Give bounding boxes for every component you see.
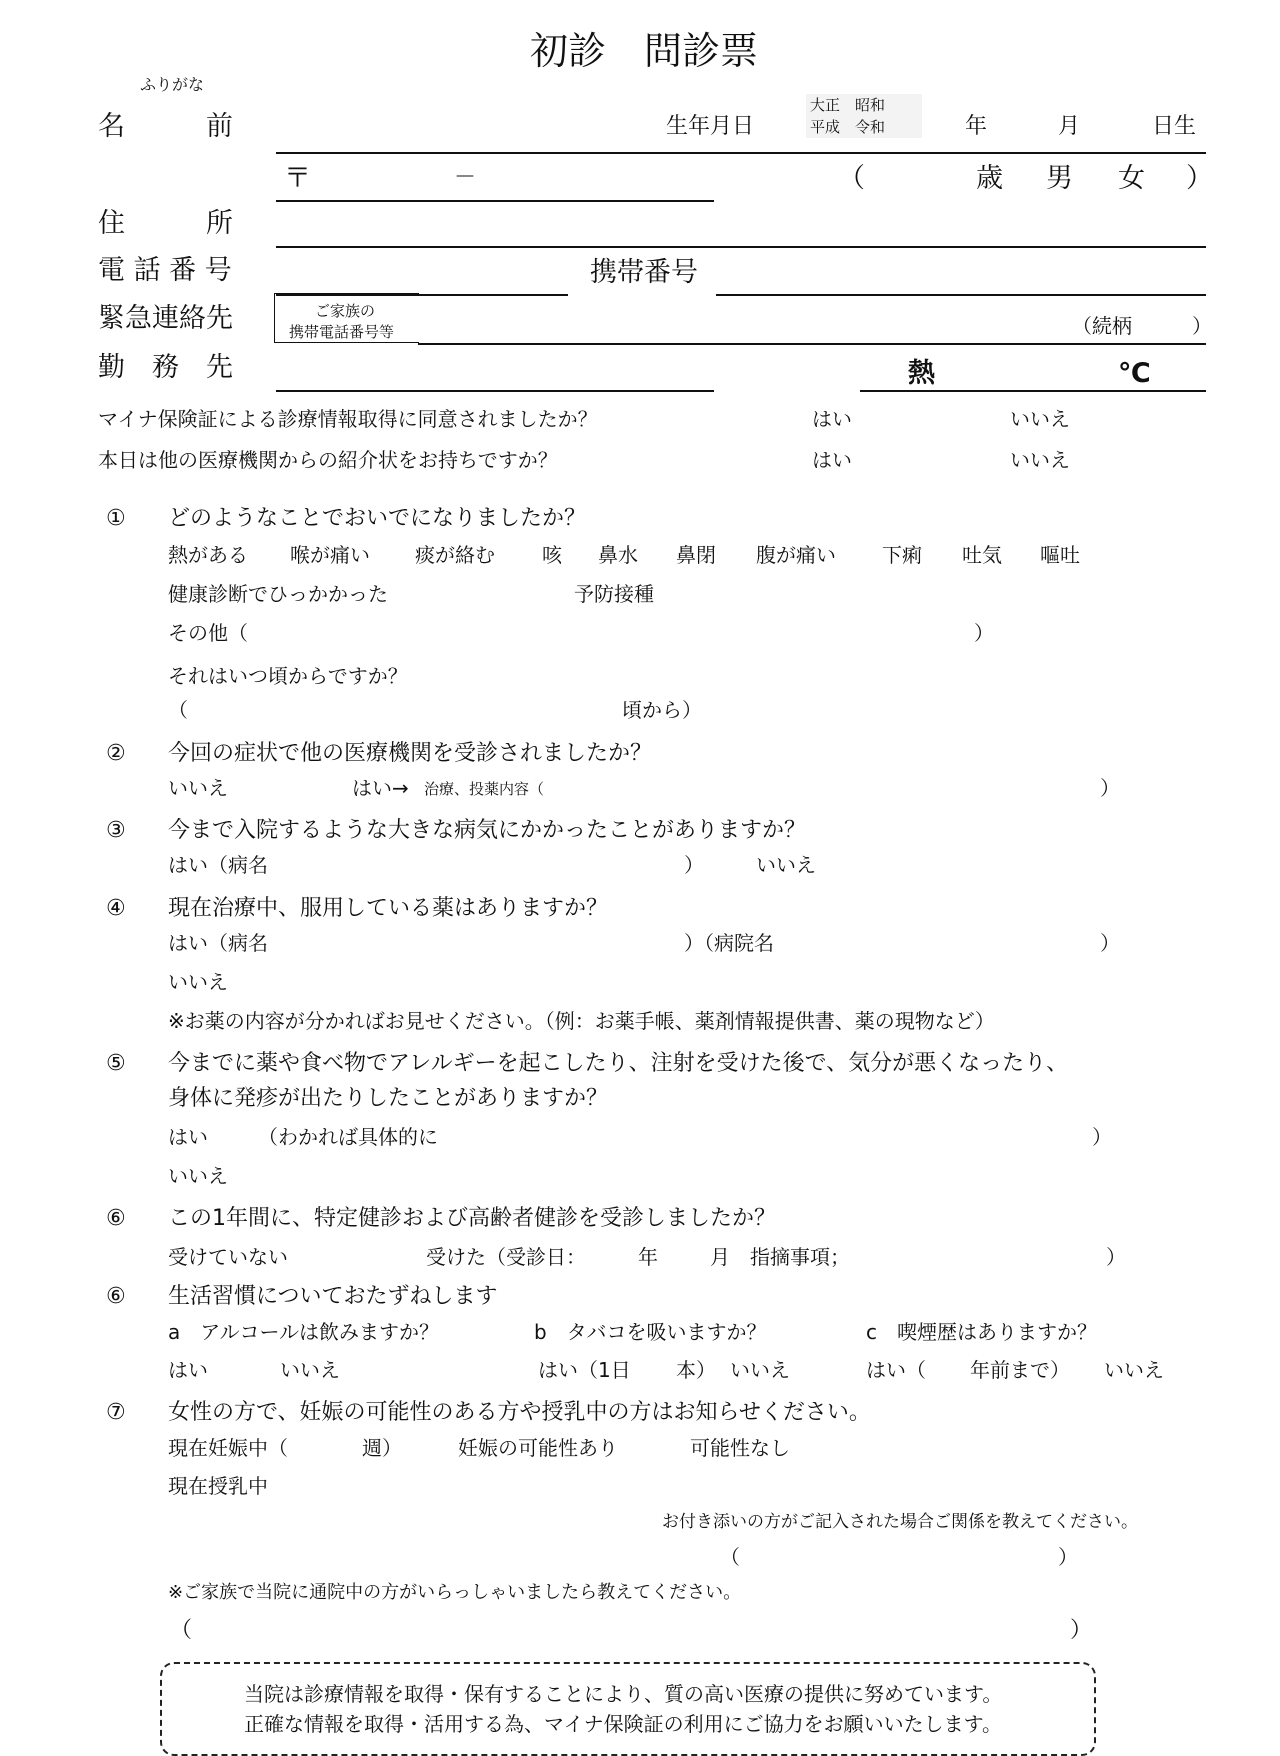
address-label: 住 所 — [98, 208, 233, 239]
symptom-phlegm[interactable]: 痰が絡む — [415, 543, 495, 567]
era-row-2: 平成 令和 — [810, 118, 886, 136]
q7-number: ⑦ — [106, 1400, 126, 1425]
q2-detail: 治療、投薬内容（ — [424, 780, 545, 798]
symptom-cough[interactable]: 咳 — [542, 543, 562, 567]
vaccination-option[interactable]: 予防接種 — [574, 582, 654, 606]
pregnancy-possible-option[interactable]: 妊娠の可能性あり — [458, 1436, 618, 1460]
q5-detail: （わかれば具体的に — [258, 1125, 438, 1149]
consent-question-1: マイナ保険証による診療情報取得に同意されましたか？ — [98, 407, 598, 431]
year-label: 年 — [965, 114, 988, 139]
q2-close: ） — [1100, 776, 1120, 800]
pregnant-weeks: 週） — [362, 1436, 402, 1460]
page-title: 初診 問診票 — [530, 29, 759, 73]
smoking-history-no[interactable]: いいえ — [1104, 1358, 1164, 1382]
emergency-hint-line2: 携帯電話番号等 — [289, 323, 395, 341]
notice-line-1: 当院は診療情報を取得・保有することにより、質の高い医療の提供に努めています。 — [244, 1682, 1003, 1706]
q2-number: ② — [106, 741, 126, 766]
q3-question: 今まで入院するような大きな病気にかかったことがありますか？ — [168, 818, 807, 843]
q6b-number: ⑥ — [106, 1284, 126, 1309]
age-unit: 歳 — [976, 163, 1003, 194]
emergency-hint-box — [274, 293, 419, 343]
pregnancy-not-possible-option[interactable]: 可能性なし — [690, 1436, 790, 1460]
symptom-fever[interactable]: 熱がある — [168, 543, 248, 567]
postal-input-line[interactable] — [276, 200, 714, 202]
address-input-line[interactable] — [276, 246, 1206, 248]
pregnant-option[interactable]: 現在妊娠中（ — [168, 1436, 288, 1460]
q3-close: ） — [684, 853, 704, 877]
q3-no[interactable]: いいえ — [756, 853, 816, 877]
q6a-number: ⑥ — [106, 1206, 126, 1231]
companion-open[interactable]: （ — [720, 1545, 740, 1569]
q4-number: ④ — [106, 896, 126, 921]
smoking-no[interactable]: いいえ — [730, 1358, 790, 1382]
emergency-label: 緊急連絡先 — [98, 303, 233, 334]
postal-dash: － — [454, 165, 477, 190]
male-option[interactable]: 男 — [1046, 163, 1073, 194]
since-question: それはいつ頃からですか？ — [168, 664, 408, 688]
q5-close: ） — [1092, 1125, 1112, 1149]
workplace-label: 勤 務 先 — [98, 352, 233, 383]
symptom-sore-throat[interactable]: 喉が痛い — [290, 543, 370, 567]
q2-question: 今回の症状で他の医療機関を受診されましたか？ — [168, 741, 653, 766]
q6b-b-question: b タバコを吸いますか？ — [534, 1320, 767, 1344]
q4-question: 現在治療中、服用している薬はありますか？ — [168, 896, 609, 921]
emergency-input-line[interactable] — [418, 343, 1206, 345]
symptom-stomachache[interactable]: 腹が痛い — [756, 543, 836, 567]
symptom-vomiting[interactable]: 嘔吐 — [1040, 543, 1080, 567]
smoking-yes[interactable]: はい（1日 — [538, 1358, 631, 1382]
consent-yes-1[interactable]: はい — [812, 407, 852, 431]
fever-label: 熱 — [908, 358, 935, 389]
fever-unit: ℃ — [1118, 358, 1151, 389]
q2-yes[interactable]: はい→ — [352, 776, 409, 800]
q6b-question: 生活習慣についておたずねします — [168, 1284, 498, 1309]
q1-number: ① — [106, 506, 126, 531]
symptom-diarrhea[interactable]: 下痢 — [882, 543, 922, 567]
female-option[interactable]: 女 — [1118, 163, 1145, 194]
q5-yes[interactable]: はい — [168, 1125, 208, 1149]
alcohol-yes[interactable]: はい — [168, 1358, 208, 1382]
notice-box — [160, 1662, 1096, 1756]
family-open[interactable]: （ — [170, 1618, 193, 1643]
q6a-yes[interactable]: 受けた（受診日： — [426, 1245, 586, 1269]
emergency-hint-line1: ご家族の — [315, 302, 376, 320]
q4-note: ※お薬の内容が分かればお見せください。（例：お薬手帳、薬剤情報提供書、薬の現物など） — [168, 1009, 995, 1033]
q2-no[interactable]: いいえ — [168, 776, 228, 800]
phone-label: 電 話 番 号 — [98, 255, 232, 286]
q6a-year: 年 — [638, 1245, 658, 1269]
smoking-history-unit: 年前まで） — [970, 1358, 1070, 1382]
month-label: 月 — [1058, 114, 1081, 139]
symptom-runny-nose[interactable]: 鼻水 — [598, 543, 638, 567]
notice-line-2: 正確な情報を取得・活用する為、マイナ保険証の利用にご協力をお願いいたします。 — [244, 1712, 1002, 1736]
q4-no[interactable]: いいえ — [168, 970, 228, 994]
q5-no[interactable]: いいえ — [168, 1164, 228, 1188]
q3-yes[interactable]: はい（病名 — [168, 853, 268, 877]
q5-number: ⑤ — [106, 1051, 126, 1076]
furigana-label: ふりがな — [140, 75, 205, 94]
nursing-option[interactable]: 現在授乳中 — [168, 1474, 268, 1498]
q6a-close: ） — [1106, 1245, 1126, 1269]
age-close: ） — [1186, 163, 1213, 194]
consent-no-1[interactable]: いいえ — [1010, 407, 1070, 431]
q4-close: ） — [1100, 931, 1120, 955]
era-row-1: 大正 昭和 — [810, 96, 886, 114]
companion-note: お付き添いの方がご記入された場合ご関係を教えてください。 — [662, 1512, 1138, 1532]
workplace-input-line[interactable] — [276, 390, 714, 392]
smoking-unit: 本） — [676, 1358, 716, 1382]
q6b-c-question: c 喫煙歴はありますか？ — [866, 1320, 1097, 1344]
name-label: 名 前 — [98, 111, 233, 142]
other-close: ） — [974, 621, 994, 645]
mobile-input-line[interactable] — [716, 294, 1206, 296]
smoking-history-yes[interactable]: はい（ — [866, 1358, 926, 1382]
alcohol-no[interactable]: いいえ — [280, 1358, 340, 1382]
q7-question: 女性の方で、妊娠の可能性のある方や授乳中の方はお知らせください。 — [168, 1400, 871, 1425]
q4-hospital: ）（病院名 — [684, 931, 774, 955]
q6a-question: この1年間に、特定健診および高齢者健診を受診しましたか？ — [168, 1206, 776, 1231]
consent-yes-2[interactable]: はい — [812, 448, 852, 472]
relation-label: （続柄 ） — [1072, 314, 1212, 338]
family-close: ） — [1070, 1618, 1093, 1643]
symptom-congestion[interactable]: 鼻閉 — [676, 543, 716, 567]
symptom-nausea[interactable]: 吐気 — [962, 543, 1002, 567]
q3-number: ③ — [106, 818, 126, 843]
name-input-line[interactable] — [276, 152, 1206, 154]
day-born-label: 日生 — [1152, 114, 1197, 139]
q4-yes[interactable]: はい（病名 — [168, 931, 268, 955]
q5-question-2: 身体に発疹が出たりしたことがありますか？ — [168, 1086, 609, 1111]
since-open[interactable]: （ — [168, 698, 188, 722]
fever-input-line[interactable] — [860, 390, 1206, 392]
consent-no-2[interactable]: いいえ — [1010, 448, 1070, 472]
since-close: 頃から） — [622, 698, 702, 722]
q1-question: どのようなことでおいでになりましたか？ — [168, 506, 587, 531]
family-note: ※ご家族で当院に通院中の方がいらっしゃいましたら教えてください。 — [168, 1582, 742, 1603]
q5-question-1: 今までに薬や食べ物でアレルギーを起こしたり、注射を受けた後で、気分が悪くなったり、 — [168, 1051, 1069, 1076]
companion-close: ） — [1058, 1545, 1078, 1569]
other-open[interactable]: その他（ — [168, 621, 248, 645]
mobile-label: 携帯番号 — [590, 257, 698, 288]
q6b-a-question: a アルコールは飲みますか？ — [168, 1320, 440, 1344]
q6a-no[interactable]: 受けていない — [168, 1245, 288, 1269]
consent-question-2: 本日は他の医療機関からの紹介状をお持ちですか？ — [98, 448, 558, 472]
health-check-flag[interactable]: 健康診断でひっかかった — [168, 582, 388, 606]
postal-mark: 〒 — [284, 163, 311, 194]
q6a-finding: 指摘事項； — [750, 1245, 850, 1269]
age-open: （ — [838, 163, 865, 194]
q6a-month: 月 — [710, 1245, 730, 1269]
birthdate-label: 生年月日 — [666, 114, 755, 139]
